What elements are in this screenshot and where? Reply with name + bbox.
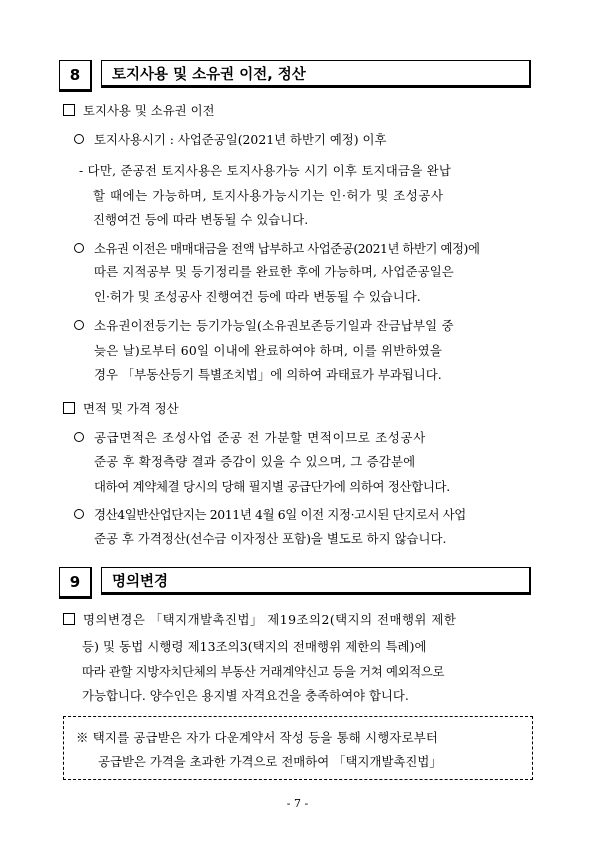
- circle-bullet-icon: [74, 134, 84, 144]
- checkbox-square-icon: [63, 104, 75, 116]
- circle-bullet-icon: [74, 509, 84, 519]
- dash-item-line: 진행여건 등에 따라 변동될 수 있습니다.: [93, 212, 309, 227]
- section-9-number: 9: [59, 567, 92, 599]
- note-line: ※ 택지를 공급받은 자가 다운계약서 작성 등을 통해 시행자로부터: [76, 730, 439, 745]
- dash-item-line: - 다만, 준공전 토지사용은 토지사용가능 시기 이후 토지대금을 완납: [79, 163, 452, 178]
- list-item-line: 경우 「부동산등기 특별조치법」에 의하여 과태료가 부과됩니다.: [94, 367, 442, 382]
- checkbox-square-icon: [63, 402, 75, 414]
- list-item: 소유권 이전은 매매대금을 전액 납부하고 사업준공(2021년 하반기 예정)에: [74, 241, 479, 257]
- list-item-line: 늦은 날)로부터 60일 이내에 완료하여야 하며, 이를 위반하였을: [94, 343, 443, 358]
- list-item-line: 인·허가 및 조성공사 진행여건 등에 따라 변동될 수 있습니다.: [94, 289, 421, 304]
- note-line: 공급받은 가격을 초과한 가격으로 전매하여 「택지개발촉진법」: [98, 754, 442, 769]
- paragraph-line: 명의변경은 「택지개발촉진법」 제19조의2(택지의 전매행위 제한: [63, 612, 456, 628]
- circle-bullet-icon: [74, 432, 84, 442]
- dash-item-line: 할 때에는 가능하며, 토지사용가능시기는 인·허가 및 조성공사: [93, 188, 444, 203]
- section-8-header: [59, 60, 531, 90]
- checkbox-square-icon: [63, 613, 75, 625]
- note-box: [63, 716, 533, 780]
- list-item: 소유권이전등기는 등기가능일(소유권보존등기일과 잔금납부일 중: [74, 318, 454, 334]
- list-item-line: 따른 지적공부 및 등기정리를 완료한 후에 가능하며, 사업준공일은: [94, 264, 454, 279]
- paragraph-line: 가능합니다. 양수인은 용지별 자격요건을 충족하여야 합니다.: [82, 688, 409, 703]
- section-9-header: [59, 567, 531, 597]
- circle-bullet-icon: [74, 320, 84, 330]
- paragraph-line: 등) 및 동법 시행령 제13조의3(택지의 전매행위 제한의 특례)에: [82, 639, 427, 654]
- list-item-line: 준공 후 가격정산(선수금 이자정산 포함)을 별도로 하지 않습니다.: [94, 531, 447, 546]
- section-8-number: 8: [59, 60, 92, 92]
- list-item: 토지사용시기 : 사업준공일(2021년 하반기 예정) 이후: [74, 132, 387, 148]
- subsection-heading-land-use: 토지사용 및 소유권 이전: [63, 103, 215, 119]
- page-number: - 7 -: [286, 797, 309, 810]
- section-9-title: 명의변경: [101, 567, 531, 595]
- list-item: 공급면적은 조성사업 준공 전 가분할 면적이므로 조성공사: [74, 430, 426, 446]
- subsection-heading-area-price: 면적 및 가격 정산: [63, 401, 179, 417]
- paragraph-line: 따라 관할 지방자치단체의 부동산 거래계약신고 등을 거쳐 예외적으로: [82, 664, 445, 679]
- section-8-title: 토지사용 및 소유권 이전, 정산: [101, 60, 531, 88]
- list-item: 경산4일반산업단지는 2011년 4월 6일 이전 지정·고시된 단지로서 사업: [74, 507, 466, 523]
- circle-bullet-icon: [74, 243, 84, 253]
- list-item-line: 준공 후 확정측량 결과 증감이 있을 수 있으며, 그 증감분에: [94, 454, 416, 469]
- list-item-line: 대하여 계약체결 당시의 당해 필지별 공급단가에 의하여 정산합니다.: [94, 479, 450, 494]
